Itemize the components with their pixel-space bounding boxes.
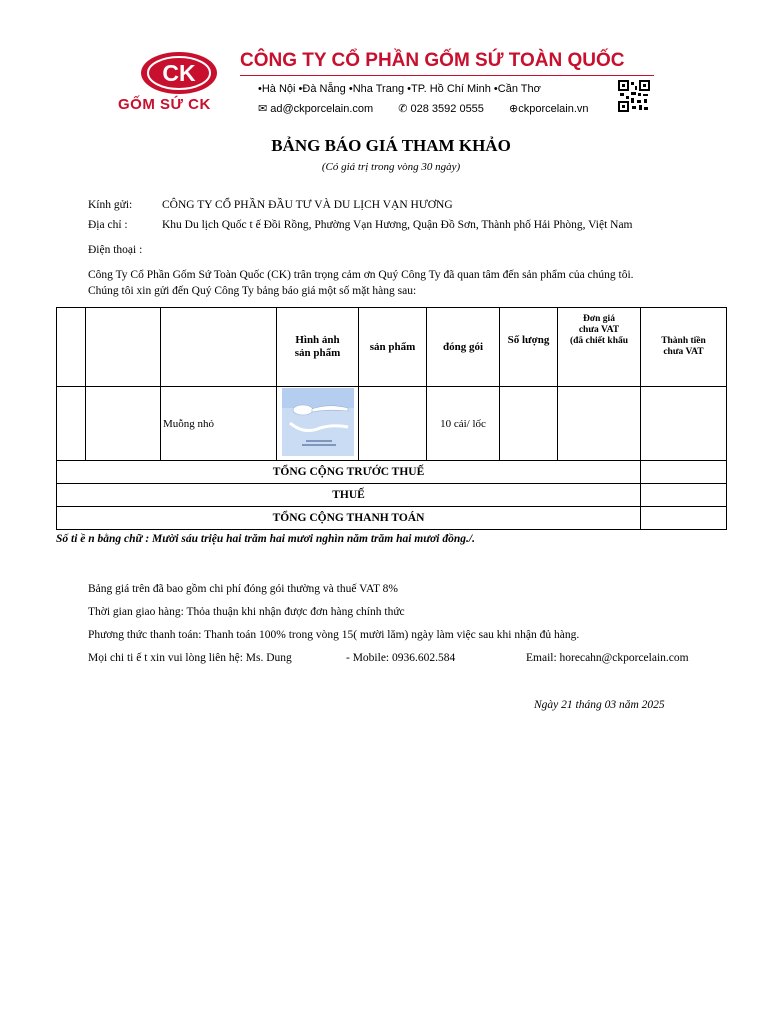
qr-code-icon xyxy=(618,80,650,112)
contact-person: Mọi chi ti ế t xin vui lòng liên hệ: Ms. Dung xyxy=(88,652,292,664)
address-label: Địa chỉ : xyxy=(88,219,128,231)
product-name: Muỗng nhỏ xyxy=(161,387,277,461)
recipient-label: Kính gửi: xyxy=(88,199,133,211)
phone-contact[interactable]: ✆ 028 3592 0555 xyxy=(398,103,484,115)
header-packing: đóng gói xyxy=(427,308,500,387)
header-quantity: Số lượng xyxy=(500,308,558,387)
email-contact[interactable]: ✉ ad@ckporcelain.com xyxy=(258,103,374,115)
recipient-value: CÔNG TY CỔ PHẦN ĐẦU TƯ VÀ DU LỊCH VẠN HƯƠNG xyxy=(162,199,453,211)
website-contact[interactable]: ⊕ckporcelain.vn xyxy=(509,103,589,115)
grand-total-label: TỔNG CỘNG THANH TOÁN xyxy=(57,507,641,530)
phone-label: Điện thoại : xyxy=(88,244,143,256)
header-total: Thành tiền chưa VAT xyxy=(641,308,727,387)
contact-line xyxy=(258,102,611,115)
intro-line-1: Công Ty Cổ Phần Gốm Sứ Toàn Quốc (CK) trân trọng cảm ơn Quý Công Ty đã quan tâm đến sản phẩm của chúng tôi. xyxy=(88,269,634,281)
logo-mark: CK xyxy=(162,60,196,86)
document-title: BẢNG BÁO GIÁ THAM KHẢO xyxy=(271,136,511,155)
address-value: Khu Du lịch Quốc t ế Đồi Rồng, Phường Vạn Hương, Quận Đồ Sơn, Thành phố Hải Phòng, Việt Nam xyxy=(162,219,633,231)
ck-logo-icon xyxy=(138,50,220,96)
header-cell-code xyxy=(86,308,161,387)
header-product: sản phẩm xyxy=(359,308,427,387)
document-subtitle: (Có giá trị trong vòng 30 ngày) xyxy=(321,161,461,173)
tax-label: THUẾ xyxy=(57,484,641,507)
header-cell-name xyxy=(161,308,277,387)
amount-in-words: Số ti ề n bằng chữ : Mười sáu triệu hai trăm hai mươi nghìn năm trăm hai mươi đồng./. xyxy=(56,533,475,545)
header-unit-price: Đơn giá chưa VAT (đã chiết khấu xyxy=(558,308,641,387)
intro-line-2: Chúng tôi xin gửi đến Quý Công Ty bảng báo giá một số mặt hàng sau: xyxy=(88,285,417,297)
contact-mobile: - Mobile: 0936.602.584 xyxy=(346,652,456,664)
header-divider xyxy=(240,75,654,76)
header-image: Hình ảnh sản phẩm xyxy=(277,308,359,387)
product-packing: 10 cái/ lốc xyxy=(427,387,500,461)
note-line-3: Phương thức thanh toán: Thanh toán 100% trong vòng 15( mười lăm) ngày làm việc sau khi nhận đủ hàng. xyxy=(88,629,580,641)
spoon-product-image xyxy=(282,388,354,456)
document-date: Ngày 21 tháng 03 năm 2025 xyxy=(534,699,665,711)
quote-table xyxy=(56,307,727,530)
table-header-row xyxy=(57,308,727,387)
contact-email: Email: horecahn@ckporcelain.com xyxy=(526,652,689,664)
note-line-1: Bảng giá trên đã bao gồm chi phí đóng gói thường và thuế VAT 8% xyxy=(88,583,399,595)
tax-row xyxy=(57,484,727,507)
header-cell-stt xyxy=(57,308,86,387)
note-line-2: Thời gian giao hàng: Thỏa thuận khi nhận được đơn hàng chính thức xyxy=(88,606,405,618)
grand-total-row xyxy=(57,507,727,530)
subtotal-label: TỔNG CỘNG TRƯỚC THUẾ xyxy=(57,461,641,484)
branch-cities: •Hà Nội •Đà Nẵng •Nha Trang •TP. Hồ Chí Minh •Cần Thơ xyxy=(258,83,541,95)
logo-text: GỐM SỨ CK xyxy=(118,96,211,113)
table-row xyxy=(57,387,727,461)
company-name: CÔNG TY CỔ PHẦN GỐM SỨ TOÀN QUỐC xyxy=(240,50,625,71)
subtotal-row xyxy=(57,461,727,484)
product-image-cell xyxy=(277,387,359,461)
